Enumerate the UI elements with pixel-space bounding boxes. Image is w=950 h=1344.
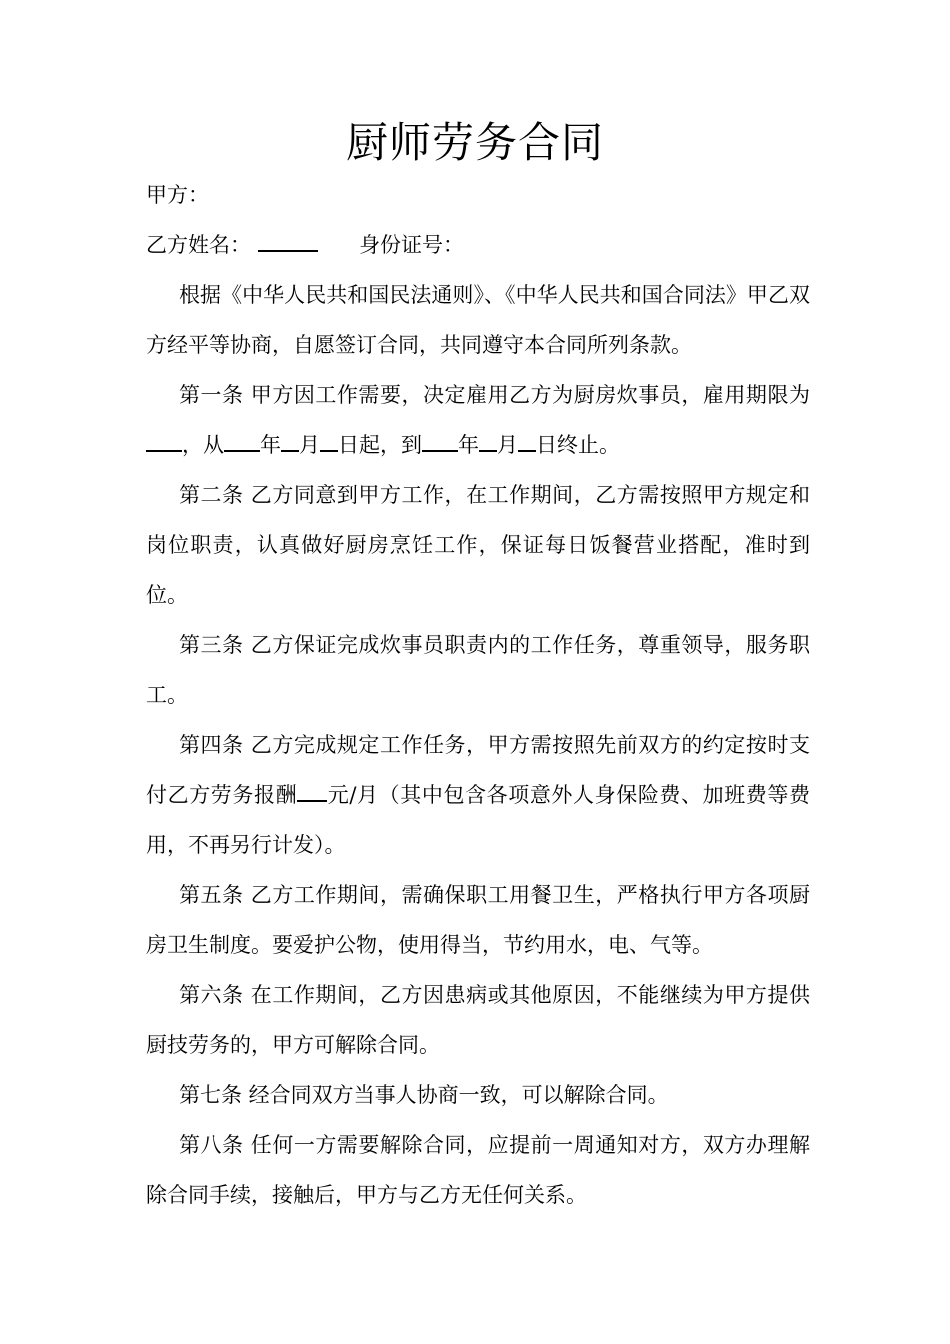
start-day-blank [320, 428, 338, 452]
article-1-text-7: 月 [497, 433, 518, 457]
id-number-label: 身份证号： [359, 233, 465, 257]
article-7: 第七条 经合同双方当事人协商一致，可以解除合同。 [179, 1083, 669, 1107]
party-a-line [146, 170, 810, 220]
article-6: 第六条 在工作期间，乙方因患病或其他原因，不能继续为甲方提供厨技劳务的，甲方可解除合同。 [146, 983, 810, 1057]
term-blank [146, 428, 182, 452]
article-8: 第八条 任何一方需要解除合同，应提前一周通知对方，双方办理解除合同手续，接触后，甲方与乙方无任何关系。 [146, 1133, 810, 1207]
start-month-blank [281, 428, 299, 452]
article-4-text-2: 元/月（其中包含各项意外人身保险费、加班费等费用，不再另行计发）。 [146, 783, 811, 857]
article-1-text-6: 年 [458, 433, 479, 457]
article-5: 第五条 乙方工作期间，需确保职工用餐卫生，严格执行甲方各项厨房卫生制度。要爱护公物，使用得当，节约用水，电、气等。 [146, 883, 810, 957]
article-1-text-5: 日起，到 [338, 433, 422, 457]
article-2: 第二条 乙方同意到甲方工作，在工作期间，乙方需按照甲方规定和岗位职责，认真做好厨房烹饪工作，保证每日饭餐营业搭配，准时到位。 [146, 483, 810, 607]
intro-paragraph: 根据《中华人民共和国民法通则》、《中华人民共和国合同法》甲乙双方经平等协商，自愿签订合同，共同遵守本合同所列条款。 [146, 283, 810, 357]
party-b-name-blank [258, 228, 318, 252]
payment-blank [297, 778, 327, 802]
document-title: 厨师劳务合同 [345, 118, 604, 167]
article-1-text-1: 第一条 甲方因工作需要，决定雇用乙方为厨房炊事员，雇用期限为 [179, 383, 810, 407]
article-1-text-3: 年 [260, 433, 281, 457]
start-year-blank [224, 428, 260, 452]
article-1 [146, 370, 810, 470]
end-month-blank [479, 428, 497, 452]
document-body [146, 170, 810, 1220]
article-4-text-1: 第四条 乙方完成规定工作任务，甲方需按照先前双方的约定按时支付乙方劳务报酬 [146, 733, 810, 807]
article-1-text-4: 月 [299, 433, 320, 457]
end-day-blank [518, 428, 536, 452]
party-b-name-label: 乙方姓名： [146, 233, 251, 257]
article-4 [146, 720, 810, 870]
end-year-blank [422, 428, 458, 452]
party-a-label: 甲方： [146, 183, 209, 207]
article-1-text-8: 日终止。 [536, 433, 620, 457]
party-b-line [146, 220, 810, 270]
article-3: 第三条 乙方保证完成炊事员职责内的工作任务，尊重领导，服务职工。 [146, 633, 810, 707]
article-1-text-2: ，从 [182, 433, 224, 457]
